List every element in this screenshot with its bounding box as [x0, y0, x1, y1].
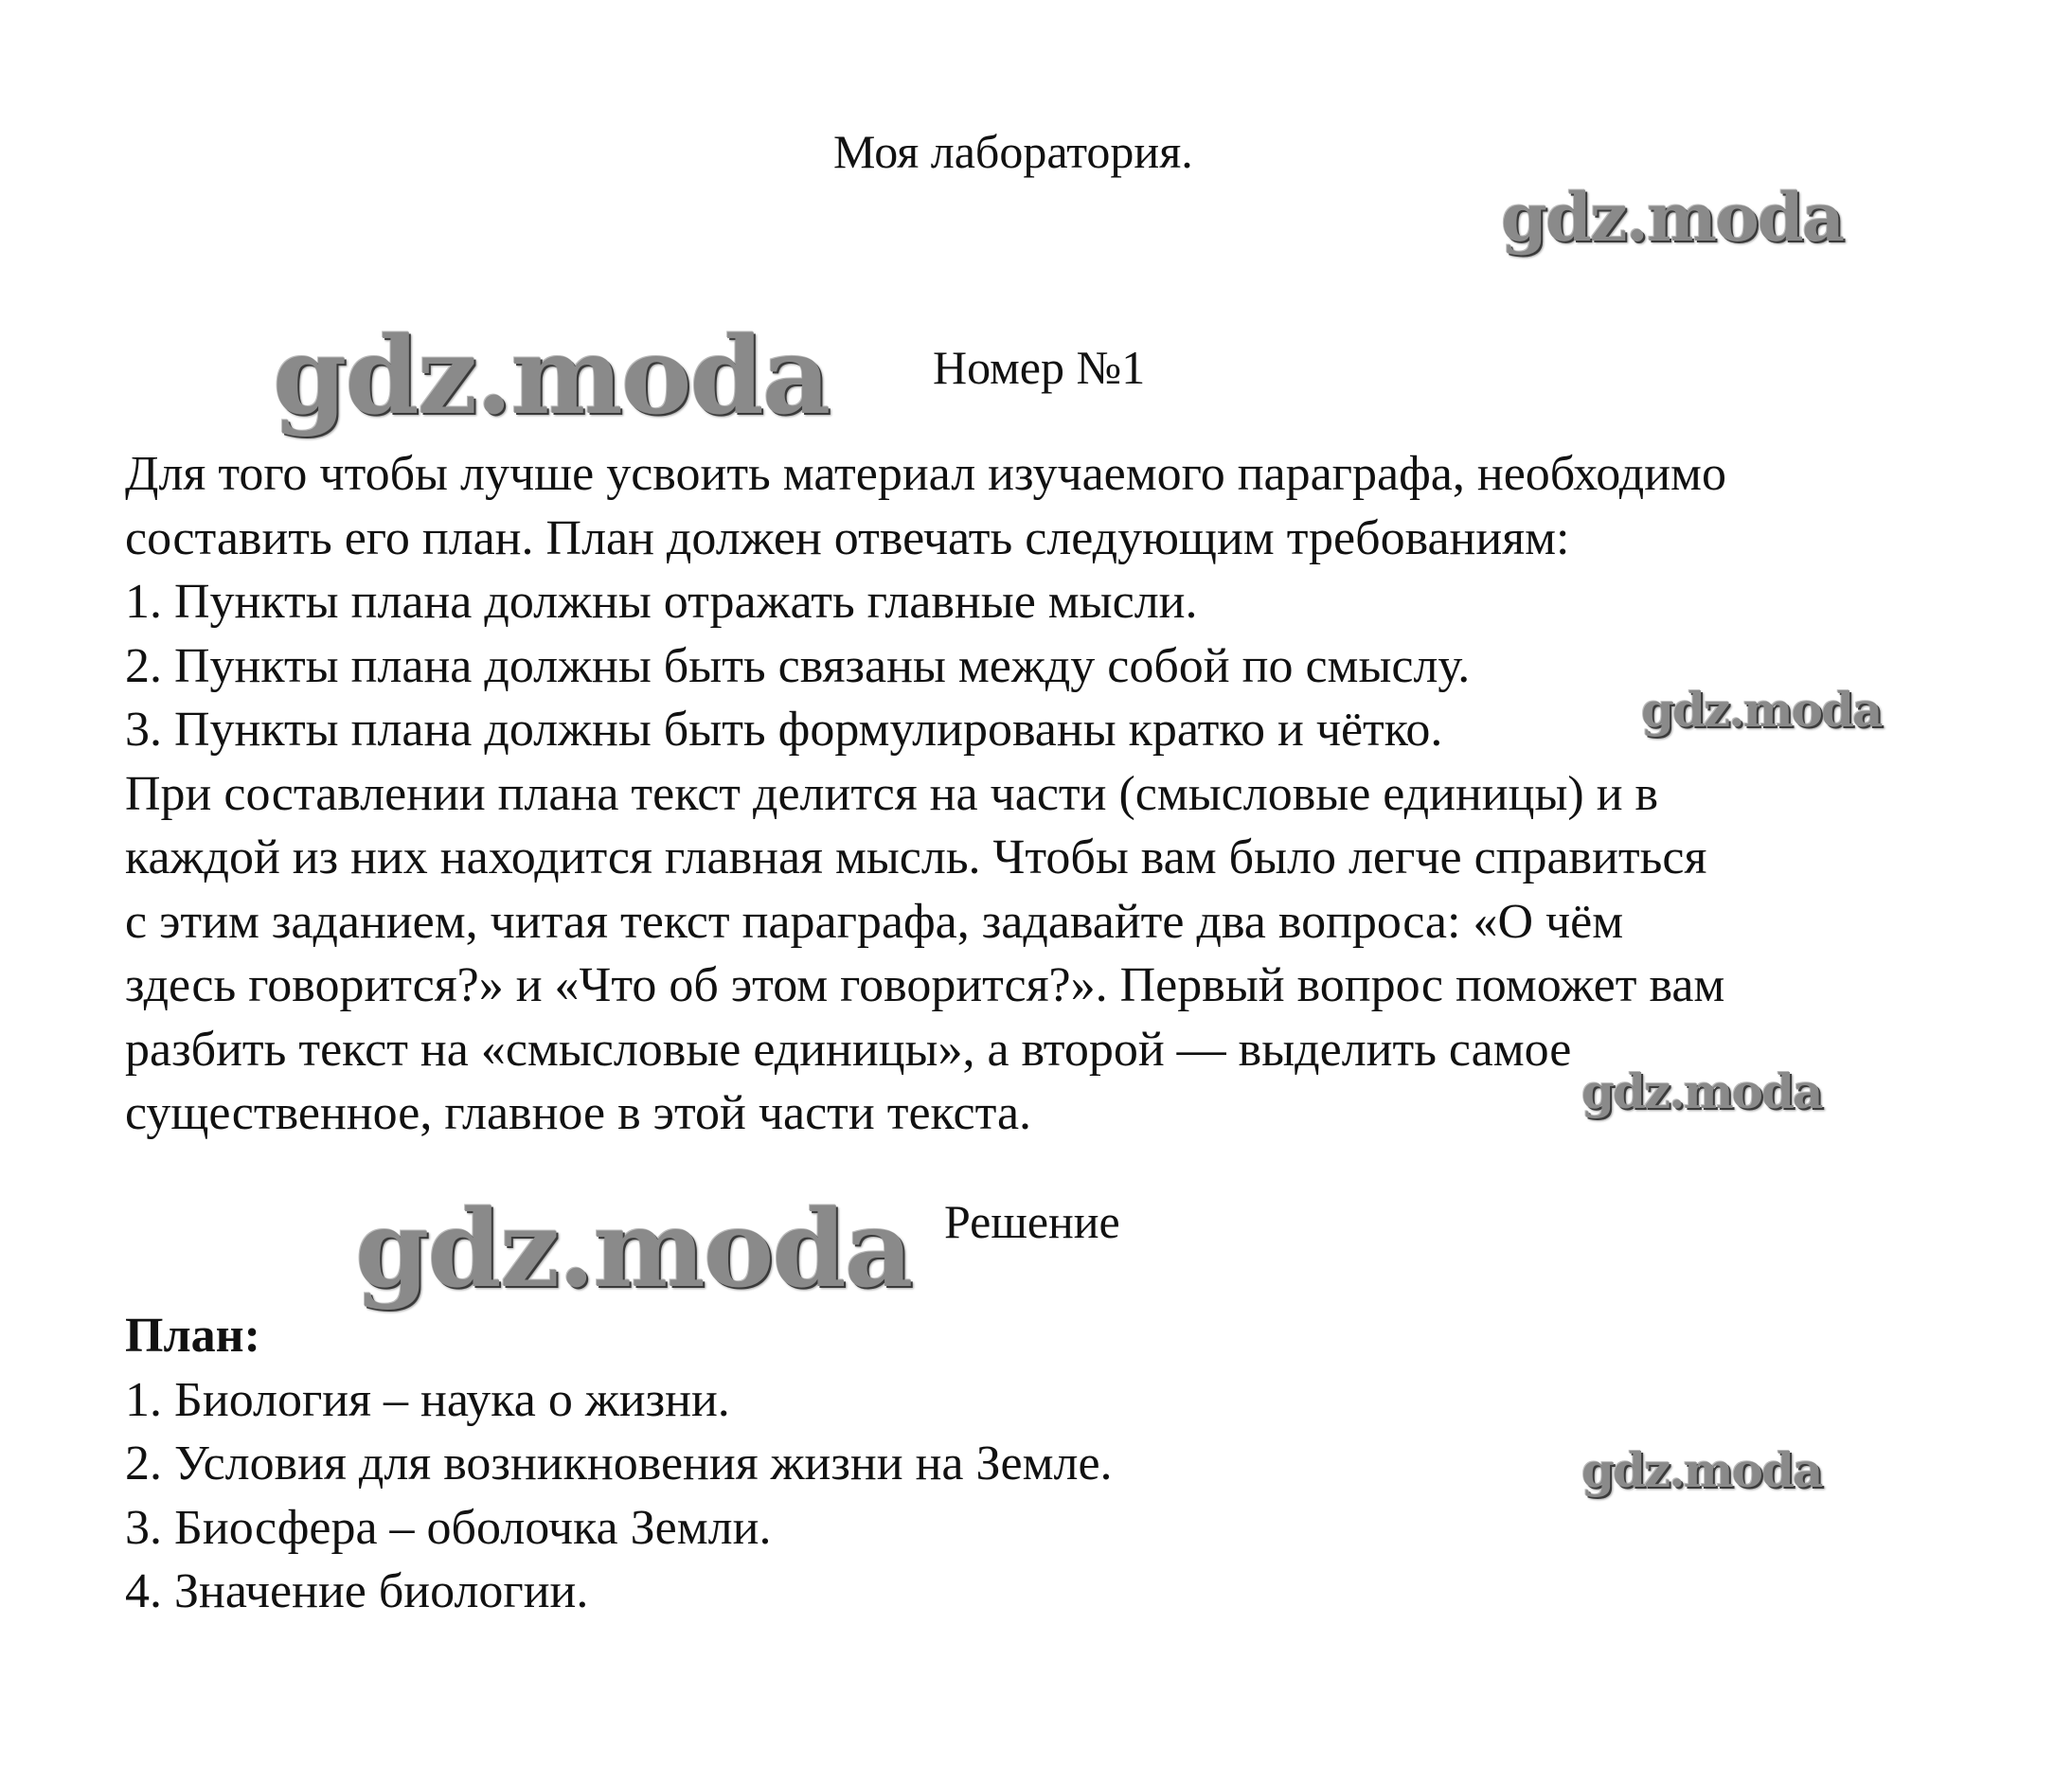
task-line: с этим заданием, читая текст параграфа, задавайте два вопроса: «О чём [125, 894, 1624, 949]
watermark-logo: gdz.moda [273, 314, 830, 438]
plan-heading: План: [125, 1309, 260, 1363]
task-line: каждой из них находится главная мысль. Чтобы вам было легче справиться [125, 830, 1707, 884]
task-number: Номер №1 [933, 341, 1146, 394]
task-line: 3. Пункты плана должны быть формулированы кратко и чётко. [125, 703, 1443, 757]
section-title: Моя лаборатория. [833, 125, 1193, 178]
solution-plan [125, 1304, 1113, 1624]
task-line: При составлении плана текст делится на части (смысловые единицы) и в [125, 766, 1659, 821]
task-line: Для того чтобы лучше усвоить материал изучаемого параграфа, необходимо [125, 447, 1726, 501]
watermark-logo: gdz.moda [355, 1187, 912, 1312]
solution-label: Решение [944, 1195, 1120, 1248]
task-line: разбить текст на «смысловые единицы», а второй — выделить самое [125, 1022, 1572, 1077]
watermark-logo: gdz.moda [1501, 178, 1844, 257]
task-line: 2. Пункты плана должны быть связаны между собой по смыслу. [125, 638, 1471, 693]
watermark-logo: gdz.moda [1581, 1442, 1822, 1498]
task-line: здесь говорится?» и «Что об этом говорится?». Первый вопрос поможет вам [125, 958, 1725, 1012]
plan-item: 3. Биосфера – оболочка Земли. [125, 1500, 772, 1555]
task-line: 1. Пункты плана должны отражать главные мысли. [125, 575, 1198, 629]
plan-item: 1. Биология – наука о жизни. [125, 1372, 730, 1427]
task-line: существенное, главное в этой части текста. [125, 1086, 1032, 1140]
watermark-logo: gdz.moda [1641, 682, 1882, 738]
task-line: составить его план. План должен отвечать следующим требованиям: [125, 510, 1570, 565]
task-text [125, 442, 2000, 1146]
plan-item: 2. Условия для возникновения жизни на Земле. [125, 1437, 1113, 1490]
watermark-logo: gdz.moda [1581, 1063, 1822, 1119]
plan-item: 4. Значение биологии. [125, 1564, 589, 1618]
